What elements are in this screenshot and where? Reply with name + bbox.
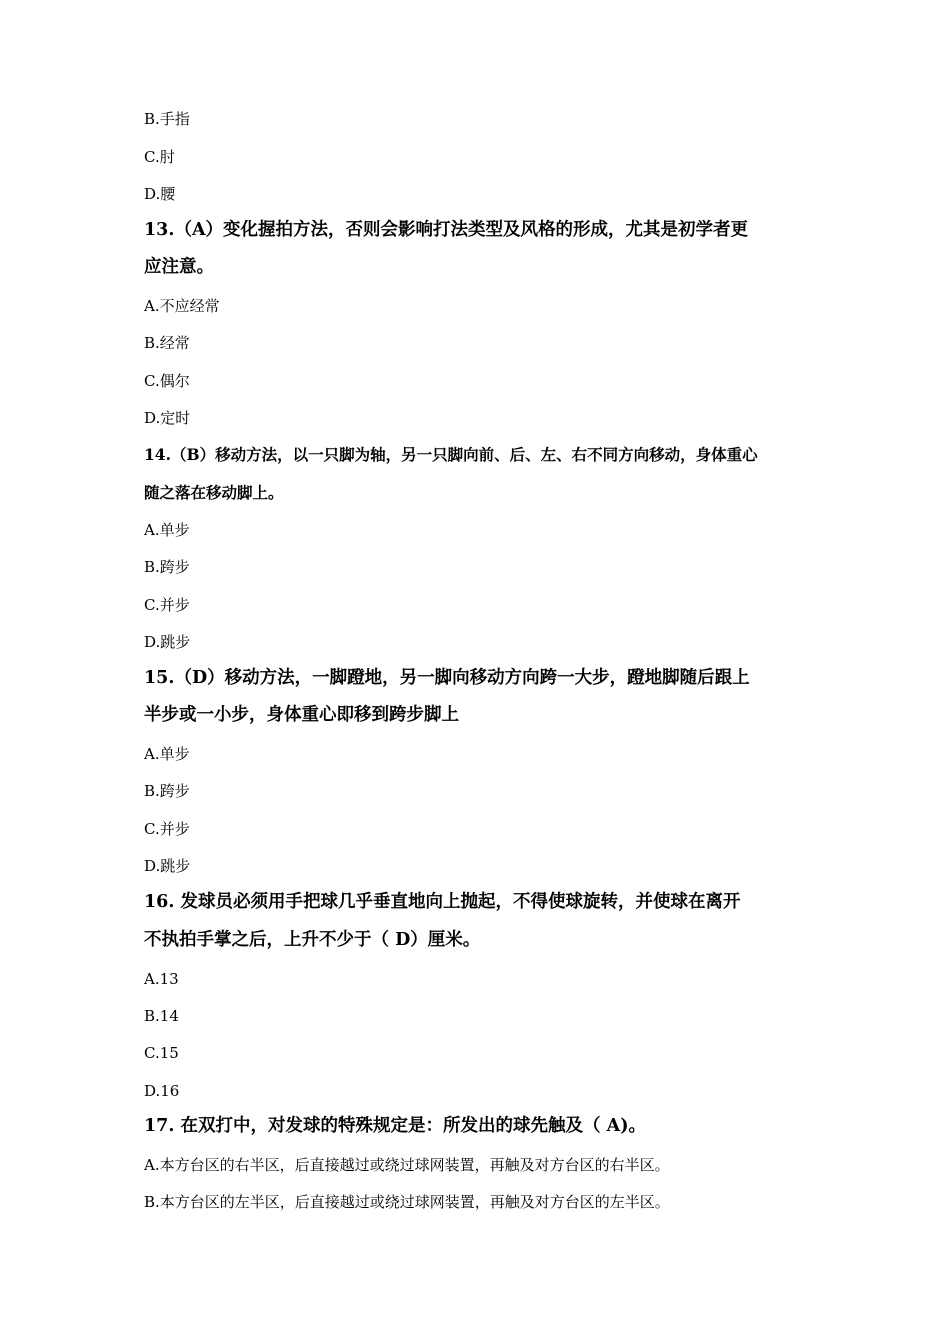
q12-option-b: B.手指 (144, 110, 190, 128)
q14-text-line-2: 随之落在移动脚上。 (144, 483, 284, 502)
q16-option-d: D.16 (144, 1082, 180, 1100)
q12-option-d: D.腰 (144, 185, 176, 203)
q15-option-d: D.跳步 (144, 857, 191, 875)
q13-text-line-2: 应注意。 (144, 257, 214, 277)
q12-option-c: C.肘 (144, 148, 175, 166)
q17-text-line-1: 17. 在双打中，对发球的特殊规定是：所发出的球先触及（ A)。 (144, 1116, 646, 1136)
q15-option-a: A.单步 (144, 745, 190, 763)
q14-option-a: A.单步 (144, 521, 190, 539)
q17-option-a: A.本方台区的右半区，后直接越过或绕过球网装置，再触及对方台区的右半区。 (144, 1156, 670, 1174)
q15-option-c: C.并步 (144, 820, 190, 838)
q13-option-c: C.偶尔 (144, 372, 190, 390)
q15-text-line-1: 15.（D）移动方法，一脚蹬地，另一脚向移动方向跨一大步，蹬地脚随后跟上 (144, 668, 750, 688)
q16-option-c: C.15 (144, 1044, 179, 1062)
q13-option-d: D.定时 (144, 409, 191, 427)
q14-option-c: C.并步 (144, 596, 190, 614)
q15-option-b: B.跨步 (144, 782, 190, 800)
q15-text-line-2: 半步或一小步，身体重心即移到跨步脚上 (144, 705, 459, 725)
q14-text-line-1: 14.（B）移动方法，以一只脚为轴，另一只脚向前、后、左、右不同方向移动，身体重心 (144, 445, 758, 464)
q16-text-line-1: 16. 发球员必须用手把球几乎垂直地向上抛起，不得使球旋转，并使球在离开 (144, 892, 741, 912)
q13-text-line-1: 13.（A）变化握拍方法，否则会影响打法类型及风格的形成，尤其是初学者更 (144, 220, 749, 240)
q14-option-d: D.跳步 (144, 633, 191, 651)
q16-option-b: B.14 (144, 1007, 179, 1025)
q14-option-b: B.跨步 (144, 558, 190, 576)
q13-option-b: B.经常 (144, 334, 190, 352)
q16-option-a: A.13 (144, 970, 179, 988)
q13-option-a: A.不应经常 (144, 297, 220, 315)
q17-option-b: B.本方台区的左半区，后直接越过或绕过球网装置，再触及对方台区的左半区。 (144, 1193, 670, 1211)
q16-text-line-2: 不执拍手掌之后，上升不少于（ D）厘米。 (144, 930, 481, 950)
